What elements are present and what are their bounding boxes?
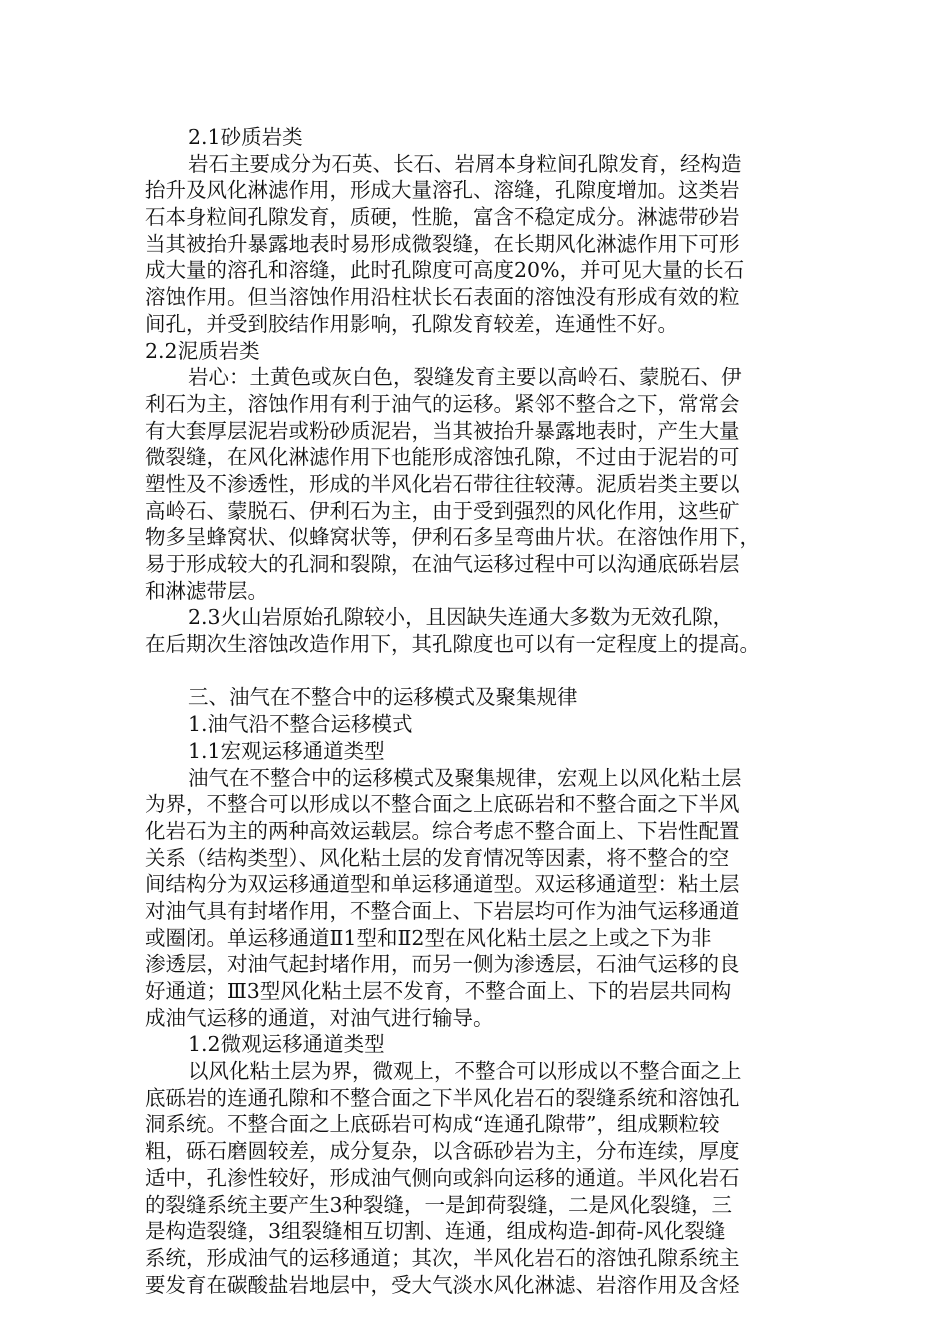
text-line: 油气在不整合中的运移模式及聚集规律，宏观上以风化粘土层 xyxy=(188,765,742,790)
blank-line xyxy=(145,658,795,685)
text-line: 好通道；Ⅲ3型风化粘土层不发育，不整合面上、下的岩层共同构 xyxy=(145,979,732,1003)
text-line: 对油气具有封堵作用，不整合面上、下岩层均可作为油气运移通道 xyxy=(145,898,740,923)
text-line: 化岩石为主的两种高效运载层。综合考虑不整合面上、下岩性配置 xyxy=(145,818,740,843)
text-line: 溶蚀作用。但当溶蚀作用沿柱状长石表面的溶蚀没有形成有效的粒 xyxy=(145,285,740,310)
text-line: 适中，孔渗性较好，形成油气侧向或斜向运移的通道。半风化岩石 xyxy=(145,1165,740,1190)
text-line: 利石为主，溶蚀作用有利于油气的运移。紧邻不整合之下，常常会 xyxy=(145,391,740,416)
text-line: 粗，砾石磨圆较差，成分复杂，以含砾砂岩为主，分布连续，厚度 xyxy=(145,1139,740,1164)
text-line: 底砾岩的连通孔隙和不整合面之下半风化岩石的裂缝系统和溶蚀孔 xyxy=(145,1085,740,1110)
text-line: 岩心：土黄色或灰白色，裂缝发育主要以高岭石、蒙脱石、伊 xyxy=(188,365,742,390)
text-line: 易于形成较大的孔洞和裂隙，在油气运移过程中可以沟通底砾岩层 xyxy=(145,552,740,576)
text-line: 渗透层，对油气起封堵作用，而另一侧为渗透层，石油气运移的良 xyxy=(145,952,740,977)
text-line: 为界，不整合可以形成以不整合面之上底砾岩和不整合面之下半风 xyxy=(145,792,740,817)
text-line: 岩石主要成分为石英、长石、岩屑本身粒间孔隙发育，经构造 xyxy=(188,151,742,176)
text-line: 以风化粘土层为界，微观上，不整合可以形成以不整合面之上 xyxy=(188,1059,742,1084)
text-line: 的裂缝系统主要产生3种裂缝，一是卸荷裂缝，二是风化裂缝，三 xyxy=(145,1192,733,1217)
text-line: 三、油气在不整合中的运移模式及聚集规律 xyxy=(188,685,578,710)
text-line: 2.2泥质岩类 xyxy=(145,338,260,363)
text-line: 1.1宏观运移通道类型 xyxy=(188,738,385,763)
text-line: 当其被抬升暴露地表时易形成微裂缝，在长期风化淋滤作用下可形 xyxy=(145,231,740,256)
text-line: 1.2微观运移通道类型 xyxy=(188,1032,385,1057)
text-line: 洞系统。不整合面之上底砾岩可构成“连通孔隙带”，组成颗粒较 xyxy=(145,1112,720,1137)
text-line: 间结构分为双运移通道型和单运移通道型。双运移通道型：粘土层 xyxy=(145,872,740,897)
text-line: 2.3火山岩原始孔隙较小，且因缺失连通大多数为无效孔隙， xyxy=(188,605,734,630)
document-body xyxy=(145,124,795,1298)
text-line: 间孔，并受到胶结作用影响，孔隙发育较差，连通性不好。 xyxy=(145,311,678,336)
text-line: 有大套厚层泥岩或粉砂质泥岩，当其被抬升暴露地表时，产生大量 xyxy=(145,418,740,443)
text-line: 成大量的溶孔和溶缝，此时孔隙度可高度20%，并可见大量的长石 xyxy=(145,258,745,283)
text-line: 要发育在碳酸盐岩地层中，受大气淡水风化淋滤、岩溶作用及含烃 xyxy=(145,1272,740,1297)
text-line: 和淋滤带层。 xyxy=(145,578,268,603)
text-line: 成油气运移的通道，对油气进行输导。 xyxy=(145,1005,494,1030)
text-line: 2.1砂质岩类 xyxy=(188,125,303,149)
text-line: 在后期次生溶蚀改造作用下，其孔隙度也可以有一定程度上的提高。 xyxy=(145,632,760,657)
text-line: 抬升及风化淋滤作用，形成大量溶孔、溶缝，孔隙度增加。这类岩 xyxy=(145,178,740,203)
text-line: 或圈闭。单运移通道Ⅱ1型和Ⅱ2型在风化粘土层之上或之下为非 xyxy=(145,925,712,950)
text-line: 关系（结构类型）、风化粘土层的发育情况等因素，将不整合的空 xyxy=(145,845,730,870)
text-line: 系统，形成油气的运移通道；其次，半风化岩石的溶蚀孔隙系统主 xyxy=(145,1245,740,1270)
text-line: 石本身粒间孔隙发育，质硬，性脆，富含不稳定成分。淋滤带砂岩 xyxy=(145,205,740,230)
text-line: 是构造裂缝，3组裂缝相互切割、连通，组成构造-卸荷-风化裂缝 xyxy=(145,1219,726,1244)
text-line: 高岭石、蒙脱石、伊利石为主，由于受到强烈的风化作用，这些矿 xyxy=(145,498,740,523)
text-line: 微裂缝，在风化淋滤作用下也能形成溶蚀孔隙，不过由于泥岩的可 xyxy=(145,445,740,470)
text-line: 物多呈蜂窝状、似蜂窝状等，伊利石多呈弯曲片状。在溶蚀作用下， xyxy=(145,525,760,550)
text-line: 1.油气沿不整合运移模式 xyxy=(188,712,413,737)
text-line: 塑性及不渗透性，形成的半风化岩石带往往较薄。泥质岩类主要以 xyxy=(145,471,740,496)
